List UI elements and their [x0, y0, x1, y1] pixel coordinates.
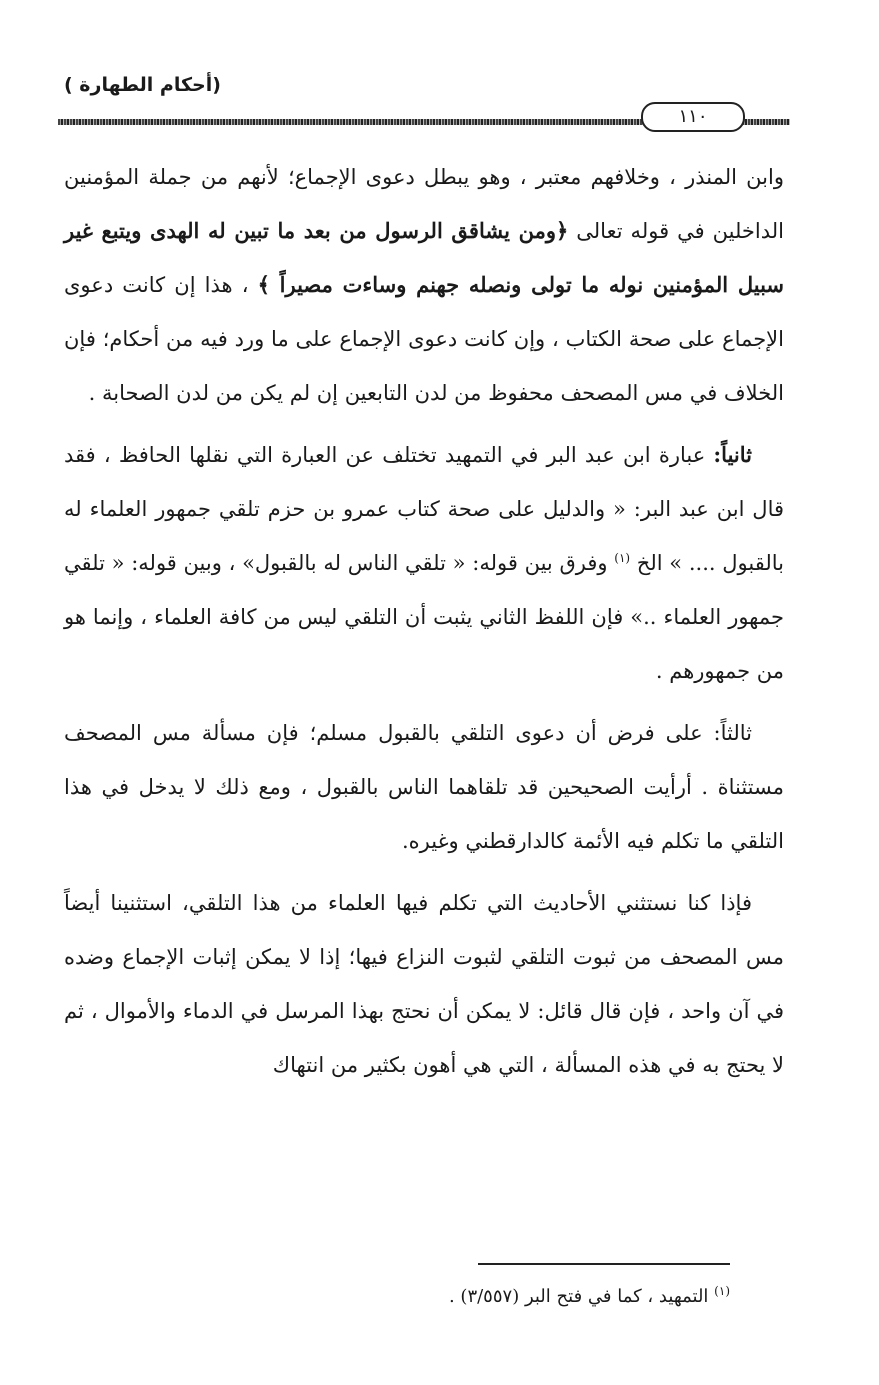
paragraph-1-text-a: وابن المنذر ، وخلافهم معتبر ، وهو يبطل دعوى الإجماع؛ لأنهم من جملة المؤمنين الداخلين في قوله تعالى — [64, 165, 784, 243]
paragraph-2-text-b: وفرق بين قوله: « تلقي الناس له بالقبول» ، وبين قوله: « تلقي جمهور العلماء ..» فإن اللفظ الثاني يثبت أن التلقي ليس من كافة العلماء ، وإنما هو من جمهورهم . — [64, 551, 784, 683]
footnote-marker: (١) — [714, 1284, 730, 1298]
paragraph-1 — [64, 150, 784, 420]
footnote-ref: (١) — [614, 551, 631, 565]
paragraph-2 — [64, 428, 784, 698]
paragraph-4: فإذا كنا نستثني الأحاديث التي تكلم فيها العلماء من هذا التلقي، استثنينا أيضاً مس المصحف من ثبوت التلقي لثبوت النزاع فيها؛ إذا لا يمكن إثبات الإجماع وضده في آن واحد ، فإن قال قائل: لا يمكن أن نحتج بهذا المرسل في الدماء والأموال ، ثم لا يحتج به في هذه المسألة ، التي هي أهون بكثير من انتهاك — [64, 891, 784, 1077]
footnote — [300, 1284, 730, 1310]
paragraph-1-text-b: ، هذا إن كانت دعوى الإجماع على صحة الكتاب ، وإن كانت دعوى الإجماع على ما ورد فيه من أحكام؛ فإن الخلاف في مس المصحف محفوظ من لدن التابعين إن لم يكن من لدن الصحابة . — [64, 273, 784, 405]
header-rule — [58, 102, 790, 132]
quran-quote: ﴿ومن يشاقق الرسول من بعد ما تبين له الهدى ويتبع غير سبيل المؤمنين نوله ما تولى ونصله جهنم وساءت مصيراً ﴾ — [64, 218, 784, 297]
footnote-text: التمهيد ، كما في فتح البر (٣/٥٥٧) . — [448, 1286, 715, 1307]
body-text — [64, 150, 784, 1100]
running-header — [64, 74, 788, 102]
book-title: (أحكام الطهارة ) — [64, 74, 221, 96]
paragraph-2-text-a: عبارة ابن عبد البر في التمهيد تختلف عن العبارة التي نقلها الحافظ ، فقد قال ابن عبد البر: « والدليل على صحة كتاب عمرو بن حزم تلقي جمهور العلماء له بالقبول .... » الخ — [64, 443, 785, 575]
paragraph-2-label: ثانياً: — [713, 442, 752, 467]
page-number: ١١٠ — [641, 102, 745, 132]
footnote-separator — [478, 1263, 730, 1265]
paragraph-3: ثالثاً: على فرض أن دعوى التلقي بالقبول مسلم؛ فإن مسألة مس المصحف مستثناة . أرأيت الصحيحين قد تلقاهما الناس بالقبول ، ومع ذلك لا يدخل في هذا التلقي ما تكلم فيه الأئمة كالدارقطني وغيره. — [64, 721, 784, 853]
